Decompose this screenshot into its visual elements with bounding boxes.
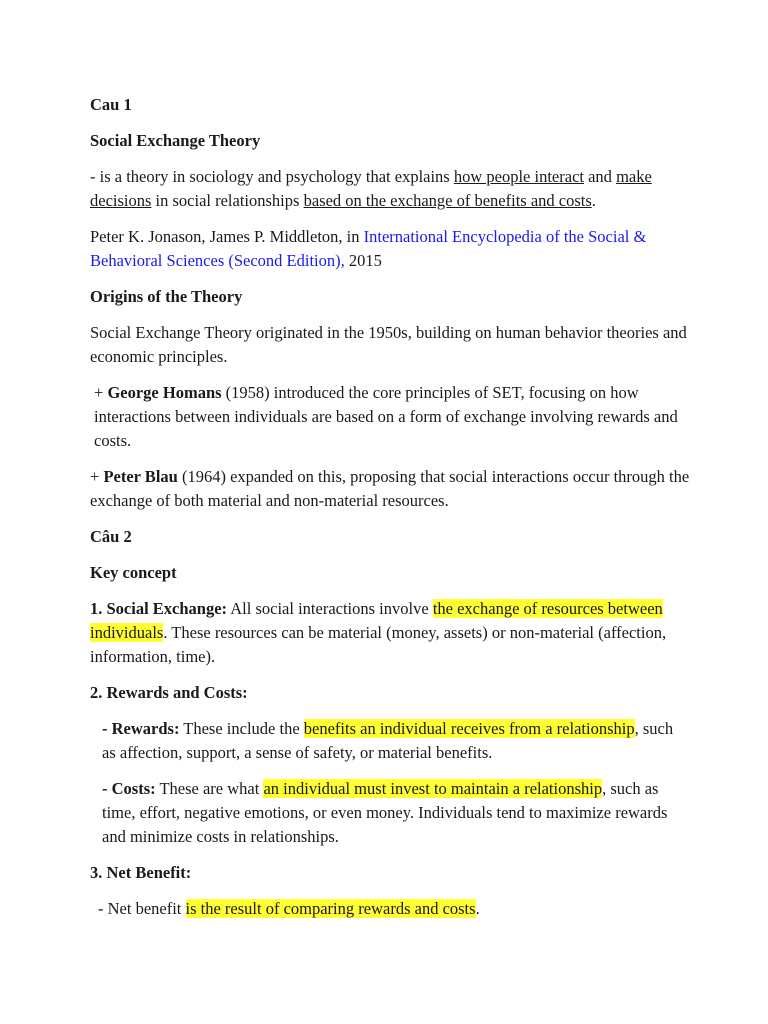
homans-name: George Homans [107,383,222,402]
heading-origins: Origins of the Theory [90,287,243,306]
origins-paragraph: Social Exchange Theory originated in the 1950s, building on human behavior theories and economic principles. [90,323,687,366]
costs-highlight: an individual must invest to maintain a relationship [263,779,603,798]
heading-cau-1: Cau 1 [90,95,132,114]
citation-paragraph [90,225,690,273]
blau-prefix: + [90,467,104,486]
homans-prefix: + [94,383,108,402]
heading-rewards-costs: 2. Rewards and Costs: [90,683,248,702]
blau-name: Peter Blau [103,467,178,486]
social-exchange-text-2: . These resources can be material (money, assets) or non-material (affection, information, time). [90,623,667,666]
net-text-1: - Net benefit [98,899,186,918]
citation-authors: Peter K. Jonason, James P. Middleton, in [90,227,364,246]
def-text-4: . [591,191,596,210]
rewards-label: - Rewards: [102,719,180,738]
citation-year: 2015 [344,251,382,270]
def-underline-3: based on the exchange of benefits and costs [303,191,592,210]
blau-text: (1964) expanded on this, proposing that social interactions occur through the exchange of both material and non-material resources. [90,467,690,510]
def-underline-1: how people interact [453,167,584,186]
rewards-text-2: , such as affection, support, a sense of safety, or material benefits. [102,719,674,762]
homans-text: (1958) introduced the core principles of SET, focusing on how interactions between individuals are based on a form of exchange involving rewards and costs. [94,383,678,450]
blau-paragraph [90,465,690,513]
social-exchange-label: 1. Social Exchange: [90,599,228,618]
social-exchange-text-1: All social interactions involve [227,599,433,618]
heading-key-concept: Key concept [90,563,177,582]
def-text-2: and [583,167,617,186]
citation-link[interactable]: International Encyclopedia of the Social & Behavioral Sciences (Second Edition), [90,227,647,270]
net-highlight: is the result of comparing rewards and costs [185,899,476,918]
costs-text-2: , such as time, effort, negative emotions, or even money. Individuals tend to maximize rewards and minimize costs in relationships. [102,779,668,846]
costs-label: - Costs: [102,779,156,798]
costs-text-1: These are what [155,779,264,798]
homans-paragraph [90,381,690,453]
heading-cau-2: Câu 2 [90,527,132,546]
social-exchange-highlight: the exchange of resources between individuals [90,599,663,642]
rewards-paragraph [90,717,690,765]
costs-paragraph [90,777,690,849]
def-underline-2: make decisions [90,167,652,210]
net-benefit-paragraph [90,897,690,921]
net-text-2: . [475,899,480,918]
definition-paragraph [90,165,690,213]
def-text-3: in social relationships [151,191,304,210]
document-page [90,93,690,933]
heading-net-benefit: 3. Net Benefit: [90,863,192,882]
def-text-1: - is a theory in sociology and psychology that explains [90,167,454,186]
rewards-text-1: These include the [179,719,304,738]
rewards-highlight: benefits an individual receives from a relationship [303,719,635,738]
social-exchange-paragraph [90,597,690,669]
heading-social-exchange-theory: Social Exchange Theory [90,131,261,150]
